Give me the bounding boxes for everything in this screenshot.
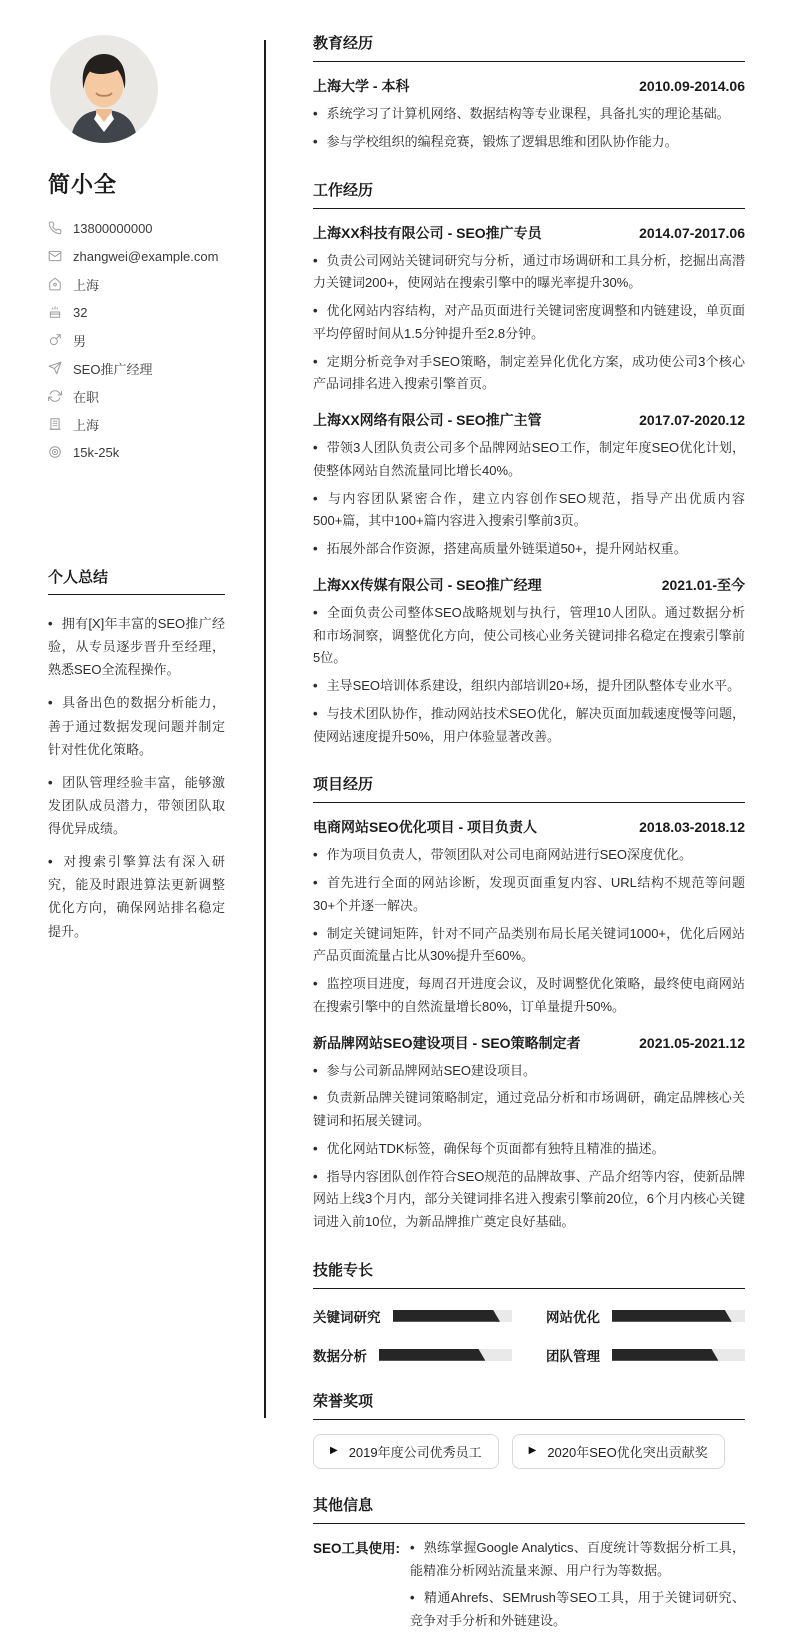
other-title: 其他信息 <box>313 1494 745 1524</box>
work-date: 2021.01-至今 <box>661 576 745 593</box>
bullet-item: • 精通Ahrefs、SEMrush等SEO工具，用于关键词研究、竞争对手分析和外链建设。 <box>410 1590 745 1628</box>
bullet-item: • 与内容团队紧密合作，建立内容创作SEO规范，指导产出优质内容500+篇，其中100+篇内容进入搜索引擎前3页。 <box>313 490 745 529</box>
bullet-dot: • <box>313 133 318 149</box>
work-date: 2014.07-2017.06 <box>639 224 745 241</box>
bullet-item: • 与技术团队协作，推动网站技术SEO优化，解决页面加载速度慢等问题，使网站速度提升50%，用户体验显著改善。 <box>313 705 745 744</box>
summary-title: 个人总结 <box>48 566 225 595</box>
contact-location <box>48 270 225 298</box>
bullet-item: • 拓展外部合作资源，搭建高质量外链渠道50+，提升网站权重。 <box>313 541 687 556</box>
award-label: 2019年度公司优秀员工 <box>348 1444 482 1460</box>
work-entry-header <box>313 575 745 595</box>
education-title: 教育经历 <box>313 32 745 62</box>
bullet-item: • 参与学校组织的编程竞赛，锻炼了逻辑思维和团队协作能力。 <box>313 133 678 149</box>
skill-bar-track <box>379 1349 512 1361</box>
bullet-item: • 系统学习了计算机网络、数据结构等专业课程，具备扎实的理论基础。 <box>313 106 730 121</box>
project-date: 2021.05-2021.12 <box>639 1034 745 1051</box>
bullet-dot: • <box>313 106 318 121</box>
summary-item: • 对搜索引擎算法有深入研究，能及时跟进算法更新调整优化方向，确保网站排名稳定提升。 <box>48 854 225 939</box>
project-role: 新品牌网站SEO建设项目 - SEO策略制定者 <box>313 1034 581 1051</box>
summary-section <box>48 566 225 943</box>
company-position: 上海XX科技有限公司 - SEO推广专员 <box>313 224 542 241</box>
skill-row <box>546 1345 745 1365</box>
skill-row <box>546 1306 745 1326</box>
home-icon <box>48 277 62 291</box>
contact-salary <box>48 438 225 466</box>
work-entry-header <box>313 410 745 430</box>
play-icon: ▶ <box>528 1445 537 1457</box>
city-value: 上海 <box>73 417 100 433</box>
skill-bar-track <box>612 1310 745 1322</box>
position-value: SEO推广经理 <box>73 361 153 377</box>
email-value: zhangwei@example.com <box>73 248 219 264</box>
other-section <box>313 1494 745 1638</box>
phone-icon <box>48 221 62 235</box>
target-icon <box>48 445 62 459</box>
building-icon <box>48 417 62 431</box>
sidebar <box>0 0 264 1458</box>
main-content <box>264 0 794 1628</box>
other-row <box>313 1537 745 1638</box>
bullet-item: • 首先进行全面的网站诊断，发现页面重复内容、URL结构不规范等问题30+个并逐一解决。 <box>313 875 745 913</box>
bullet-item: • 熟练掌握Google Analytics、百度统计等数据分析工具，能精准分析网站流量来源、用户行为等数据。 <box>410 1539 745 1578</box>
email-icon <box>48 249 62 263</box>
contact-status <box>48 382 225 410</box>
education-date: 2010.09-2014.06 <box>639 78 745 94</box>
work-entry-header <box>313 223 745 243</box>
paper-plane-icon <box>48 361 62 375</box>
education-section <box>313 32 745 154</box>
column-divider <box>264 40 266 1418</box>
gender-value: 男 <box>73 333 87 349</box>
other-label: SEO工具使用: <box>313 1540 401 1556</box>
contact-gender <box>48 326 225 354</box>
bullet-dot: • <box>313 1090 318 1106</box>
summary-item: • 具备出色的数据分析能力，善于通过数据发现问题并制定针对性优化策略。 <box>48 695 225 757</box>
project-role: 电商网站SEO优化项目 - 项目负责人 <box>313 819 538 836</box>
contact-phone <box>48 214 225 242</box>
bullet-item: • 优化网站内容结构，对产品页面进行关键词密度调整和内链建设，单页面平均停留时间从1.5分钟提升至2.8分钟。 <box>313 303 745 341</box>
skills-section <box>313 1259 745 1365</box>
bullet-dot: • <box>313 678 318 693</box>
award-label: 2020年SEO优化突出贡献奖 <box>547 1444 708 1460</box>
location-value: 上海 <box>73 277 100 293</box>
status-icon <box>48 389 62 403</box>
work-title: 工作经历 <box>313 179 745 209</box>
contact-age <box>48 298 225 326</box>
project-entry <box>313 817 745 1018</box>
bullet-dot: • <box>313 303 318 318</box>
bullet-dot: • <box>313 440 318 455</box>
project-entry-header <box>313 817 745 837</box>
bullet-dot: • <box>313 490 318 506</box>
bullet-dot: • <box>48 616 53 631</box>
skill-label: 数据分析 <box>313 1348 367 1364</box>
badge-list <box>313 1434 745 1469</box>
contact-city <box>48 410 225 438</box>
bullet-item: • 指导内容团队创作符合SEO规范的品牌故事、产品介绍等内容，使新品牌网站上线3个月内，部分关键词排名进入搜索引擎前20位，6个月内核心关键词进入前10位，为新品牌推广奠定良好基础。 <box>313 1168 745 1229</box>
bullet-dot: • <box>48 854 53 870</box>
skill-bar-track <box>393 1310 513 1322</box>
skill-label: 团队管理 <box>546 1348 600 1364</box>
age-value: 32 <box>73 304 88 320</box>
work-entry <box>313 410 745 561</box>
summary-item: • 团队管理经验丰富，能够激发团队成员潜力，带领团队取得优异成绩。 <box>48 774 225 836</box>
skill-row <box>313 1345 512 1365</box>
work-section <box>313 179 745 749</box>
company-position: 上海XX传媒有限公司 - SEO推广经理 <box>313 576 542 593</box>
contact-email <box>48 242 225 270</box>
bullet-dot: • <box>313 875 318 890</box>
school-name: 上海大学 - 本科 <box>313 78 410 94</box>
skills-grid <box>313 1306 745 1365</box>
bullet-dot: • <box>313 705 318 721</box>
salary-value: 15k-25k <box>73 444 120 460</box>
bullet-dot: • <box>313 604 318 620</box>
skill-label: 网站优化 <box>546 1309 600 1325</box>
bullet-item: • 带领3人团队负责公司多个品牌网站SEO工作，制定年度SEO优化计划，使整体网站自然流量同比增长40%。 <box>313 440 745 478</box>
bullet-item: • 作为项目负责人，带领团队对公司电商网站进行SEO深度优化。 <box>313 847 693 863</box>
bullet-dot: • <box>313 541 318 556</box>
company-position: 上海XX网络有限公司 - SEO推广主管 <box>313 412 542 428</box>
bullet-item: • 制定关键词矩阵，针对不同产品类别布局长尾关键词1000+，优化后网站产品页面流量占比从30%提升至60%。 <box>313 925 745 964</box>
project-entry-header <box>313 1033 745 1053</box>
award-badge <box>512 1434 725 1469</box>
skill-row <box>313 1306 512 1326</box>
bullet-dot: • <box>313 353 318 369</box>
bullet-dot: • <box>48 774 53 790</box>
work-date: 2017.07-2020.12 <box>639 412 745 428</box>
bullet-item: • 负责新品牌关键词策略制定，通过竞品分析和市场调研，确定品牌核心关键词和拓展关键词。 <box>313 1090 745 1128</box>
bullet-item: • 定期分析竞争对手SEO策略，制定差异化优化方案，成功使公司3个核心产品词排名进入搜索引擎首页。 <box>313 353 745 392</box>
projects-title: 项目经历 <box>313 773 745 803</box>
bullet-item: • 监控项目进度，每周召开进度会议，及时调整优化策略，最终使电商网站在搜索引擎中的自然流量增长80%，订单量提升50%。 <box>313 976 745 1014</box>
other-content <box>410 1537 745 1638</box>
skill-bar-fill <box>379 1349 485 1361</box>
bullet-dot: • <box>313 252 318 268</box>
bullet-dot: • <box>313 976 318 991</box>
skill-bar-fill <box>393 1310 501 1322</box>
projects-section <box>313 773 745 1234</box>
gender-icon <box>48 333 62 347</box>
bullet-dot: • <box>410 1539 415 1555</box>
skill-label: 关键词研究 <box>313 1309 381 1325</box>
status-value: 在职 <box>73 389 100 405</box>
skill-bar-fill <box>612 1310 732 1322</box>
skill-bar-fill <box>612 1349 718 1361</box>
project-entry <box>313 1033 745 1234</box>
skills-title: 技能专长 <box>313 1259 745 1289</box>
play-icon: ▶ <box>330 1445 338 1457</box>
profile-photo <box>50 35 158 143</box>
cake-icon <box>48 305 62 319</box>
bullet-dot: • <box>410 1590 415 1606</box>
project-date: 2018.03-2018.12 <box>639 819 745 836</box>
bullet-dot: • <box>48 695 53 711</box>
summary-item: • 拥有[X]年丰富的SEO推广经验，从专员逐步晋升至经理，熟悉SEO全流程操作。 <box>48 616 225 678</box>
education-entry-header <box>313 76 745 96</box>
bullet-dot: • <box>313 1140 318 1156</box>
contact-list <box>48 214 225 466</box>
bullet-item: • 主导SEO培训体系建设，组织内部培训20+场，提升团队整体专业水平。 <box>313 678 741 693</box>
work-entry <box>313 223 745 397</box>
bullet-item: • 全面负责公司整体SEO战略规划与执行，管理10人团队。通过数据分析和市场洞察，调整优化方向，使公司核心业务关键词排名稳定在搜索引擎前5位。 <box>313 604 745 666</box>
honors-title: 荣誉奖项 <box>313 1390 745 1420</box>
bullet-item: • 参与公司新品牌网站SEO建设项目。 <box>313 1062 537 1078</box>
contact-position <box>48 354 225 382</box>
bullet-dot: • <box>313 925 318 941</box>
award-badge <box>313 1434 499 1469</box>
bullet-dot: • <box>313 847 318 863</box>
bullet-item: • 负责公司网站关键词研究与分析，通过市场调研和工具分析，挖掘出高潜力关键词200+，使网站在搜索引擎中的曝光率提升30%。 <box>313 252 745 291</box>
bullet-dot: • <box>313 1062 318 1078</box>
bullet-item: • 优化网站TDK标签，确保每个页面都有独特且精准的描述。 <box>313 1140 665 1156</box>
bullet-dot: • <box>313 1168 318 1184</box>
skill-bar-track <box>612 1349 745 1361</box>
work-entry <box>313 575 745 749</box>
avatar <box>50 35 158 143</box>
honors-section <box>313 1390 745 1469</box>
phone-value: 13800000000 <box>73 220 153 236</box>
candidate-name: 简小全 <box>48 172 118 197</box>
